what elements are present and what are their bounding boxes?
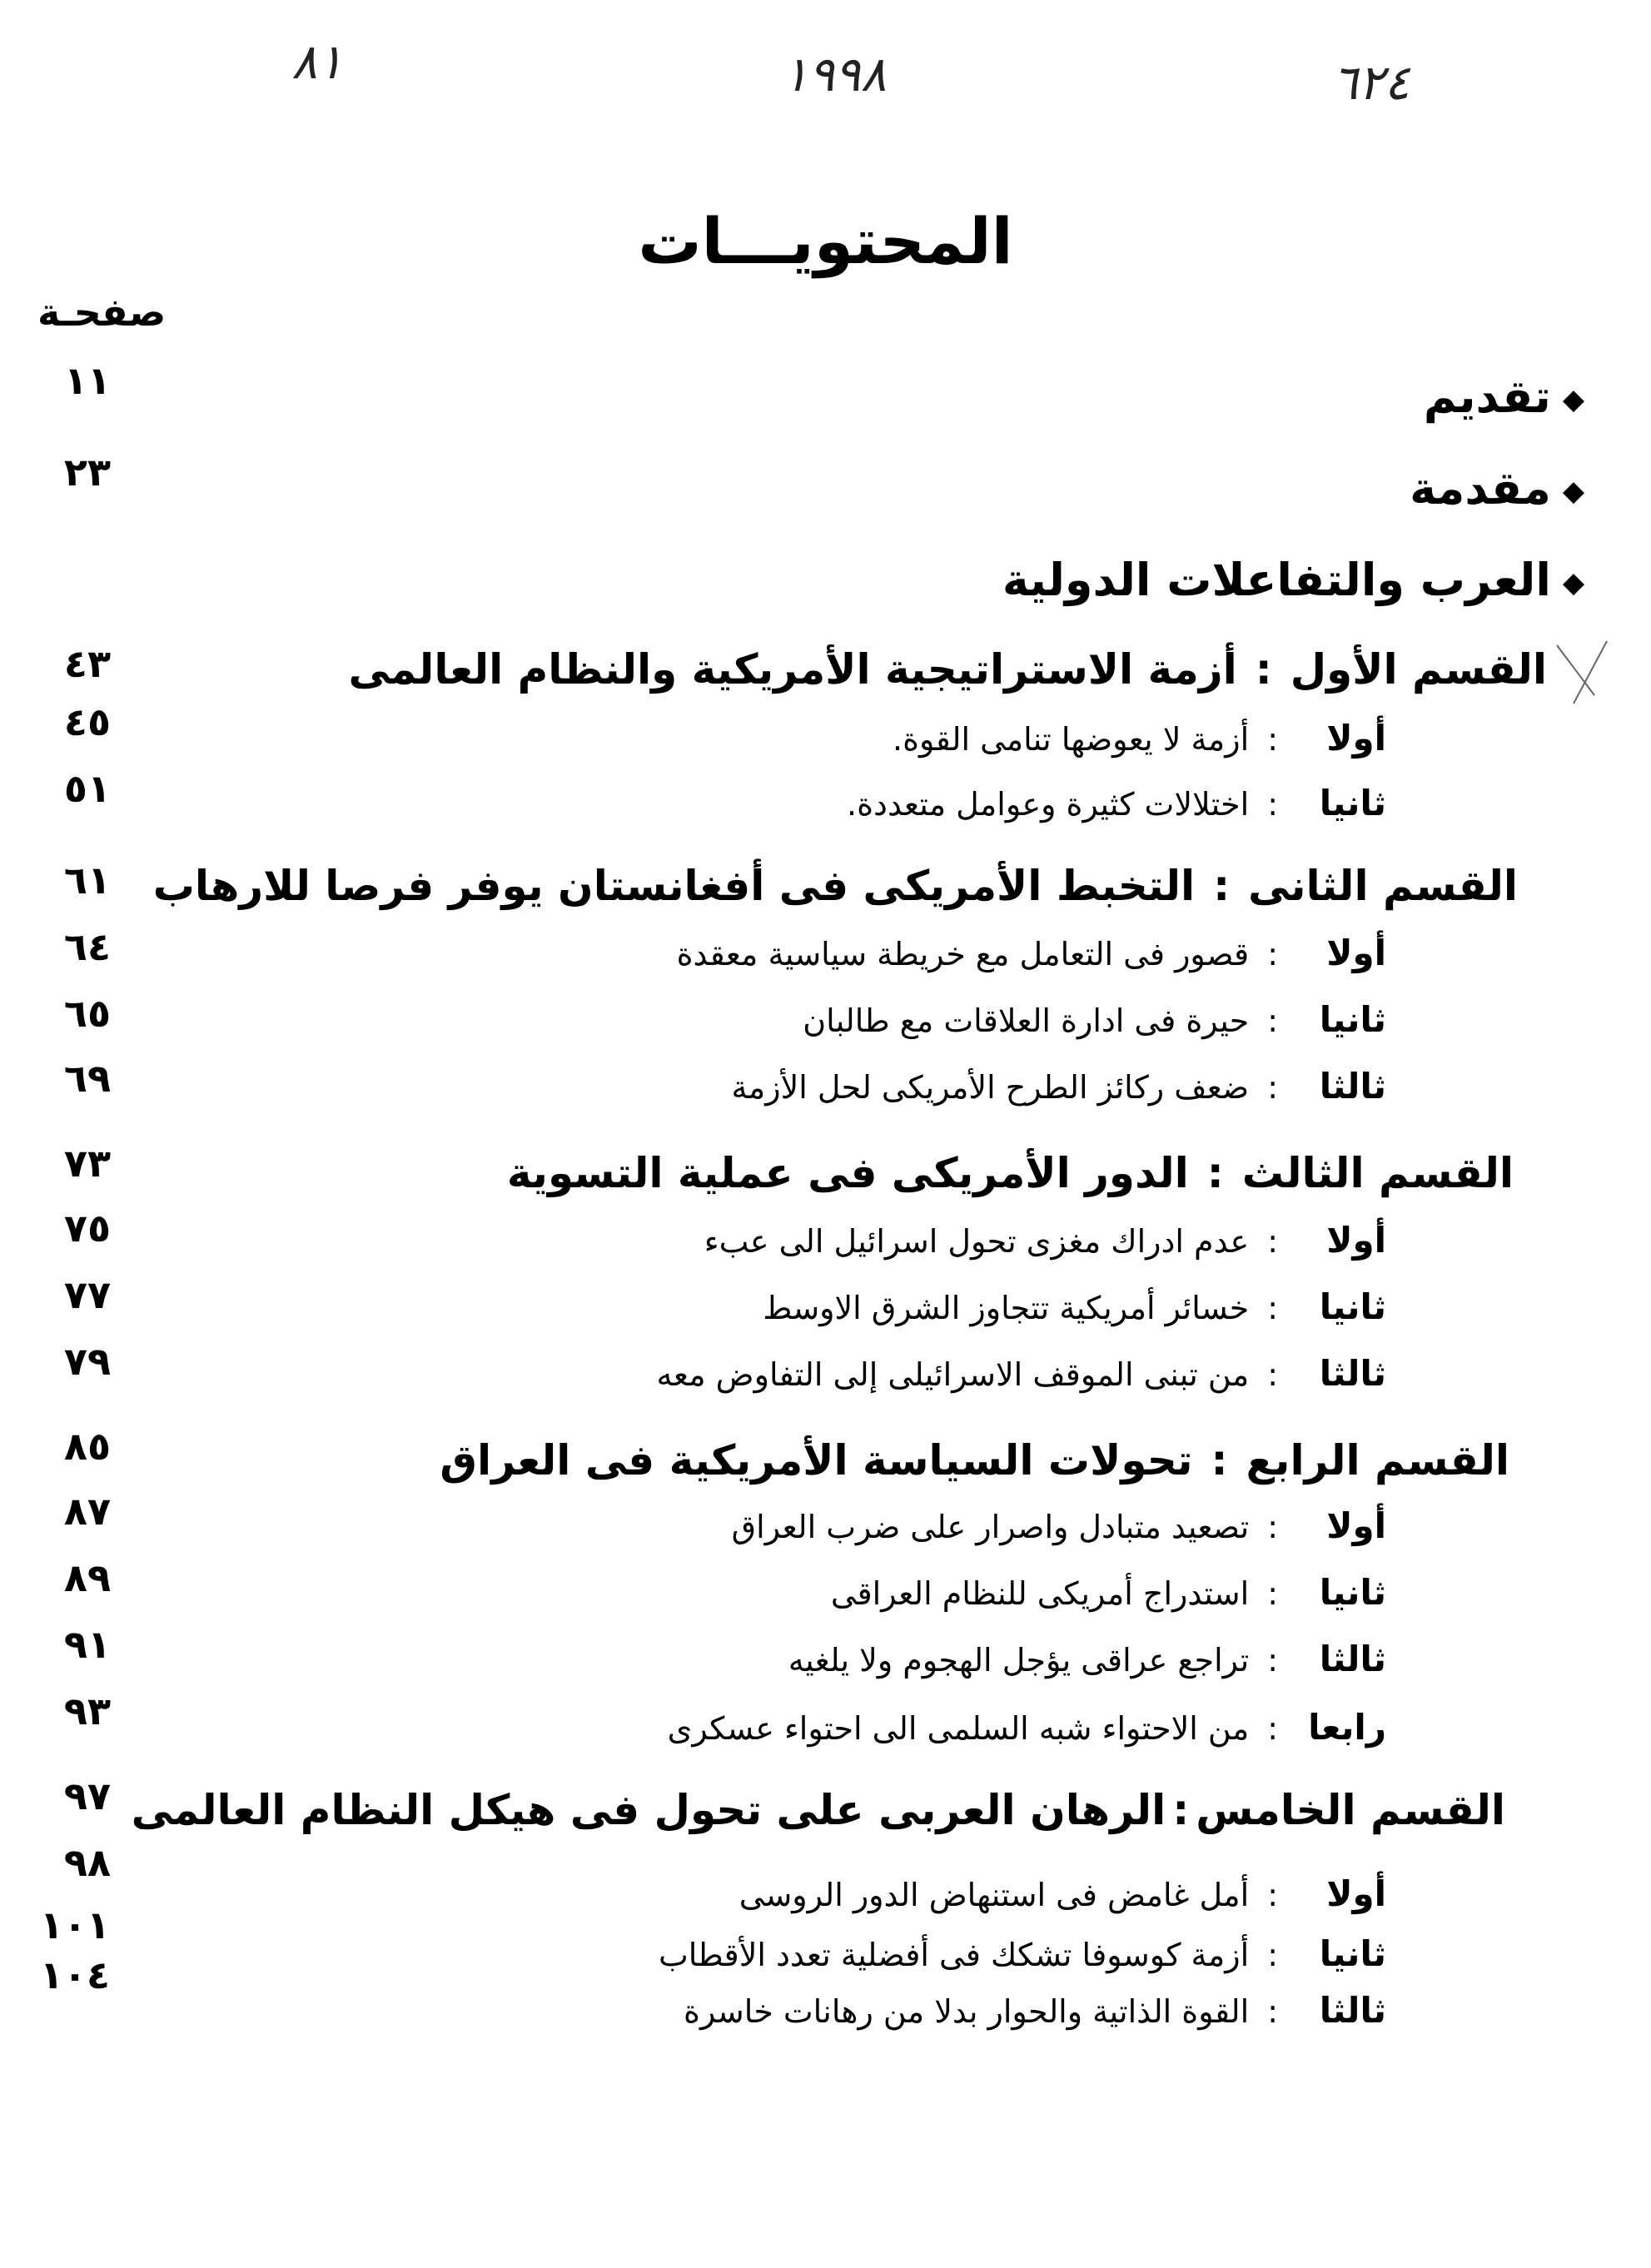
toc-subentry: ثالثا:القوة الذاتية والحوار بدلا من رهانات خاسرة — [684, 1990, 1386, 2031]
page-number: ٦٩ — [63, 1056, 112, 1101]
subentry-label: ثانيا — [1319, 999, 1386, 1040]
page-number: ٩١ — [63, 1622, 112, 1667]
section-title: الدور الأمريكى فى عملية التسوية — [506, 1149, 1189, 1197]
subentry-label: ثالثا — [1319, 1990, 1386, 2031]
section-title: الرهان العربى على تحول فى هيكل النظام العالمى — [131, 1786, 1166, 1834]
toc-subentry: أولا:تصعيد متبادل واصرار على ضرب العراق — [731, 1505, 1386, 1546]
subentry-title: أمل غامض فى استنهاض الدور الروسى — [738, 1877, 1250, 1913]
section-title: التخبط الأمريكى فى أفغانستان يوفر فرصا للارهاب — [152, 862, 1196, 910]
page-number: ١٠٤ — [39, 1952, 111, 1997]
section-title: أزمة الاستراتيجية الأمريكية والنظام العالمى — [348, 645, 1237, 694]
subentry-title: عدم ادراك مغزى تحول اسرائيل الى عبء — [704, 1223, 1250, 1260]
subentry-label: أولا — [1326, 933, 1386, 973]
subentry-title: من تبنى الموقف الاسرائيلى إلى التفاوض معه — [656, 1356, 1250, 1393]
page-number: ٦٥ — [63, 991, 112, 1036]
subentry-label: أولا — [1326, 1505, 1386, 1546]
toc-subentry: أولا:قصور فى التعامل مع خريطة سياسية معقدة — [676, 933, 1386, 973]
subentry-label: ثانيا — [1319, 1286, 1386, 1327]
subentry-label: رابعا — [1308, 1707, 1386, 1748]
subentry-label: أولا — [1326, 718, 1386, 758]
toc-subentry: ثالثا:تراجع عراقى يؤجل الهجوم ولا يلغيه — [788, 1639, 1386, 1679]
section-label: القسم الثالث — [1241, 1149, 1514, 1197]
page-number: ٨٥ — [63, 1424, 112, 1469]
toc-entry-part-heading — [1002, 554, 1584, 606]
toc-subentry: ثالثا:من تبنى الموقف الاسرائيلى إلى التفاوض معه — [656, 1353, 1386, 1394]
section-label: القسم الأول — [1290, 645, 1547, 694]
page-number: ١١ — [63, 358, 112, 403]
page-number: ٩٧ — [63, 1773, 112, 1818]
toc-subentry: ثانيا:اختلالات كثيرة وعوامل متعددة. — [847, 783, 1386, 823]
handwritten-note-year: ١٩٩٨ — [783, 46, 887, 102]
subentry-label: ثانيا — [1319, 1933, 1386, 1974]
toc-subentry: أولا:أمل غامض فى استنهاض الدور الروسى — [738, 1873, 1386, 1914]
subentry-title: استدراج أمريكى للنظام العراقى — [830, 1575, 1250, 1612]
toc-subentry: ثانيا:خسائر أمريكية تتجاوز الشرق الاوسط — [763, 1286, 1386, 1327]
diamond-bullet-icon: ◆ — [1562, 383, 1584, 417]
diamond-bullet-icon: ◆ — [1562, 566, 1584, 600]
subentry-title: اختلالات كثيرة وعوامل متعددة. — [847, 786, 1250, 823]
subentry-title: حيرة فى ادارة العلاقات مع طالبان — [803, 1002, 1250, 1039]
toc-subentry: ثانيا:حيرة فى ادارة العلاقات مع طالبان — [803, 999, 1386, 1040]
toc-subentry: ثانيا:أزمة كوسوفا تشكك فى أفضلية تعدد الأقطاب — [659, 1933, 1386, 1974]
toc-section-5: القسم الخامس:الرهان العربى على تحول فى هيكل النظام العالمى — [131, 1786, 1505, 1834]
subentry-title: أزمة كوسوفا تشكك فى أفضلية تعدد الأقطاب — [659, 1937, 1250, 1973]
subentry-title: خسائر أمريكية تتجاوز الشرق الاوسط — [763, 1290, 1250, 1326]
page-number: ٧٩ — [63, 1339, 112, 1384]
entry-title: تقديم — [1423, 371, 1551, 423]
subentry-label: ثانيا — [1319, 1572, 1386, 1613]
section-label: القسم الثانى — [1248, 862, 1518, 910]
section-title: تحولات السياسة الأمريكية فى العراق — [440, 1436, 1193, 1485]
page-column-label: صفحـة — [37, 290, 167, 335]
page-number: ٩٣ — [63, 1689, 112, 1733]
subentry-title: أزمة لا يعوضها تنامى القوة. — [893, 721, 1250, 758]
handwritten-note-left: ٨١ — [291, 33, 344, 90]
toc-section-2: القسم الثانى:التخبط الأمريكى فى أفغانستان يوفر فرصا للارهاب — [152, 862, 1518, 910]
toc-section-4: القسم الرابع:تحولات السياسة الأمريكية فى العراق — [440, 1436, 1509, 1485]
toc-subentry: ثانيا:استدراج أمريكى للنظام العراقى — [830, 1572, 1386, 1613]
page-number: ٦١ — [63, 858, 112, 903]
page-number: ٥١ — [63, 766, 112, 811]
page-number: ٧٧ — [63, 1272, 112, 1317]
check-mark-icon — [1549, 637, 1624, 712]
page-number: ١٠١ — [39, 1902, 111, 1947]
subentry-title: تصعيد متبادل واصرار على ضرب العراق — [731, 1509, 1250, 1545]
subentry-title: القوة الذاتية والحوار بدلا من رهانات خاسرة — [684, 1993, 1250, 2030]
page-number: ٤٣ — [63, 641, 112, 686]
subentry-title: قصور فى التعامل مع خريطة سياسية معقدة — [676, 936, 1250, 972]
subentry-title: ضعف ركائز الطرح الأمريكى لحل الأزمة — [731, 1069, 1250, 1106]
subentry-title: تراجع عراقى يؤجل الهجوم ولا يلغيه — [788, 1642, 1250, 1679]
toc-subentry: ثالثا:ضعف ركائز الطرح الأمريكى لحل الأزمة — [731, 1066, 1386, 1107]
section-label: القسم الخامس — [1196, 1786, 1505, 1834]
toc-section-1: القسم الأول:أزمة الاستراتيجية الأمريكية والنظام العالمى — [348, 645, 1547, 694]
handwritten-note-right: ٦٢٤ — [1332, 54, 1410, 111]
diamond-bullet-icon: ◆ — [1562, 475, 1584, 509]
subentry-label: ثانيا — [1319, 783, 1386, 823]
toc-section-3: القسم الثالث:الدور الأمريكى فى عملية التسوية — [506, 1149, 1514, 1197]
toc-entry-taqdim — [1424, 371, 1584, 423]
toc-subentry: رابعا:من الاحتواء شبه السلمى الى احتواء عسكرى — [667, 1707, 1386, 1748]
page-number: ٤٥ — [63, 699, 112, 744]
toc-subentry: أولا:أزمة لا يعوضها تنامى القوة. — [893, 718, 1386, 758]
subentry-label: ثالثا — [1319, 1639, 1386, 1679]
entry-title: العرب والتفاعلات الدولية — [1002, 554, 1551, 606]
subentry-label: أولا — [1326, 1873, 1386, 1914]
page-number: ٦٤ — [63, 924, 112, 969]
page-number: ٧٣ — [63, 1141, 112, 1186]
subentry-label: أولا — [1326, 1220, 1386, 1261]
page-number: ٨٩ — [63, 1555, 112, 1600]
page-number: ٧٥ — [63, 1206, 112, 1251]
subentry-label: ثالثا — [1319, 1066, 1386, 1107]
page-number: ٢٣ — [63, 450, 112, 495]
page-title: المحتويـــات — [638, 204, 1013, 278]
subentry-label: ثالثا — [1319, 1353, 1386, 1394]
entry-title: مقدمة — [1410, 462, 1551, 515]
section-label: القسم الرابع — [1246, 1436, 1509, 1485]
page-number: ٨٧ — [63, 1489, 112, 1534]
toc-subentry: أولا:عدم ادراك مغزى تحول اسرائيل الى عبء — [704, 1220, 1386, 1261]
page-number: ٩٨ — [63, 1840, 112, 1885]
subentry-title: من الاحتواء شبه السلمى الى احتواء عسكرى — [667, 1710, 1250, 1747]
toc-entry-muqaddima — [1410, 462, 1584, 515]
